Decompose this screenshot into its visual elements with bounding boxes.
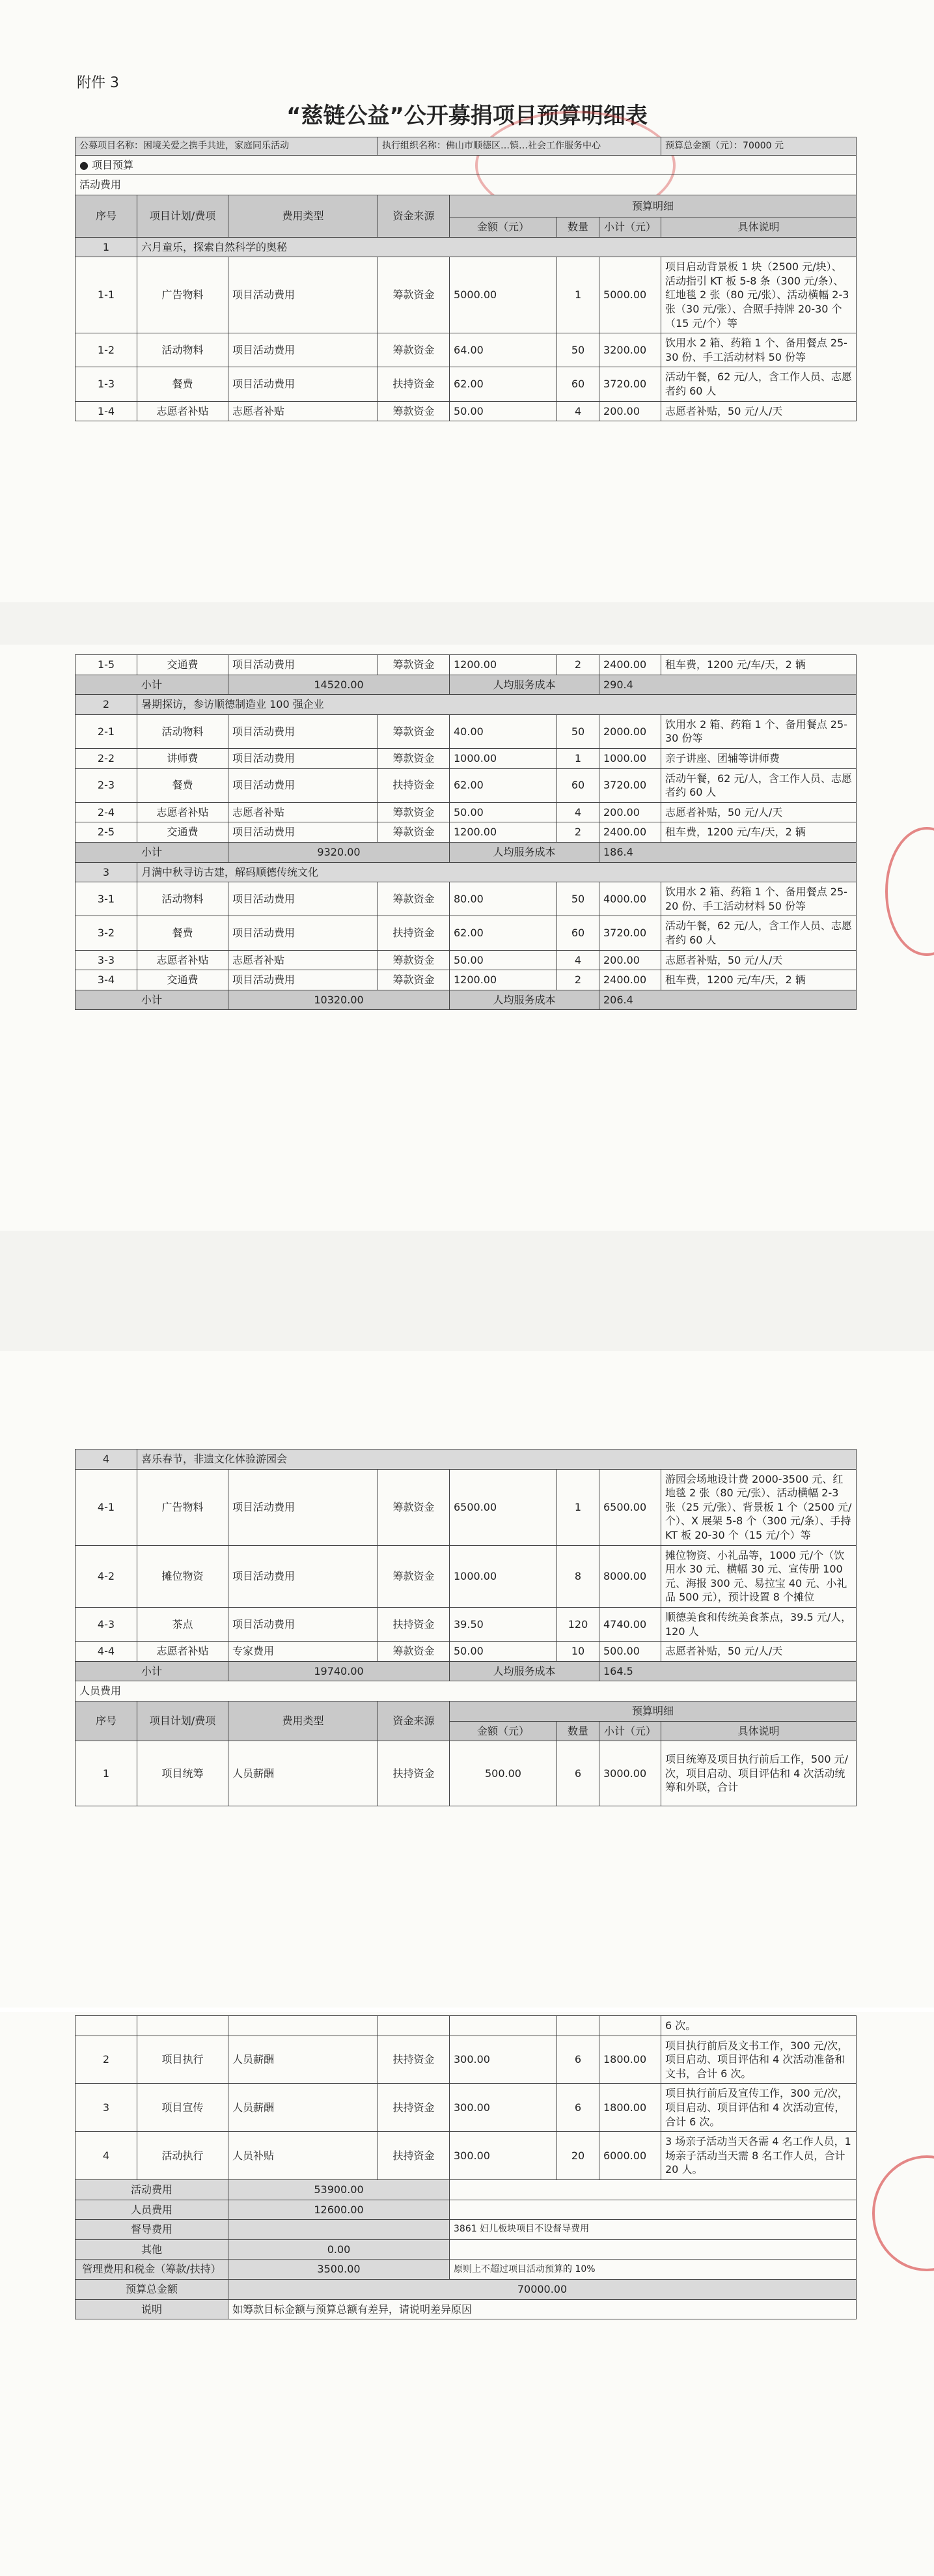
cell-plan: 交通费 <box>137 970 228 990</box>
cell-source: 扶持资金 <box>378 1607 450 1641</box>
cell-seq: 3-3 <box>76 950 137 970</box>
rows-page4 <box>76 2036 857 2179</box>
summary-note: 原则上不超过项目活动预算的 10% <box>450 2260 857 2280</box>
page-gap <box>0 602 934 645</box>
section-staff: 人员费用 <box>76 1681 857 1701</box>
col-type: 费用类型 <box>228 195 378 238</box>
cell-qty: 60 <box>557 367 599 401</box>
table-row <box>76 1741 857 1806</box>
cell-amount: 6500.00 <box>450 1469 557 1545</box>
cell-plan: 交通费 <box>137 655 228 675</box>
section-activity: 活动费用 <box>76 175 857 195</box>
cell-type: 项目活动费用 <box>228 748 378 768</box>
cell-source: 扶持资金 <box>378 2036 450 2084</box>
cell-seq: 1-1 <box>76 257 137 333</box>
cell-source: 筹款资金 <box>378 401 450 421</box>
table-row <box>76 1642 857 1662</box>
cell-source: 筹款资金 <box>378 802 450 822</box>
budget-table-2 <box>75 654 857 1010</box>
cell-plan: 交通费 <box>137 822 228 843</box>
cell-type: 专家费用 <box>228 1642 378 1662</box>
table-row <box>76 2132 857 2180</box>
cell-desc-continued: 6 次。 <box>661 2016 857 2036</box>
cell-subtotal: 3720.00 <box>599 916 661 950</box>
cell-desc: 租车费，1200 元/车/天，2 辆 <box>661 970 857 990</box>
page-title: “慈链公益”公开募捐项目预算明细表 <box>286 103 648 129</box>
table-row <box>76 822 857 843</box>
cell-subtotal: 6000.00 <box>599 2132 661 2180</box>
cell-desc: 顺德美食和传统美食茶点，39.5 元/人，120 人 <box>661 1607 857 1641</box>
table-row <box>76 714 857 748</box>
remark-value: 如筹款目标金额与预算总额有差异，请说明差异原因 <box>228 2299 857 2319</box>
stamp-seal <box>885 827 934 956</box>
col-source: 资金来源 <box>378 1701 450 1741</box>
cell-type: 项目活动费用 <box>228 367 378 401</box>
remark-label: 说明 <box>76 2299 228 2319</box>
cell-desc: 志愿者补贴，50 元/人/天 <box>661 1642 857 1662</box>
cell-subtotal: 5000.00 <box>599 257 661 333</box>
subtotal-value: 19740.00 <box>228 1661 450 1681</box>
cell-amount: 62.00 <box>450 916 557 950</box>
cell-seq: 1 <box>76 1741 137 1806</box>
cell-desc: 活动午餐，62 元/人，含工作人员、志愿者约 60 人 <box>661 916 857 950</box>
cell-subtotal: 2400.00 <box>599 970 661 990</box>
cell-amount: 300.00 <box>450 2132 557 2180</box>
cell-subtotal: 200.00 <box>599 950 661 970</box>
cell-amount: 5000.00 <box>450 257 557 333</box>
cell-desc: 志愿者补贴，50 元/人/天 <box>661 802 857 822</box>
rows-page1 <box>76 257 857 421</box>
cell-source: 筹款资金 <box>378 333 450 367</box>
cell-seq: 4 <box>76 2132 137 2180</box>
cell-type: 项目活动费用 <box>228 768 378 802</box>
rows-page2-c <box>76 882 857 990</box>
cell-plan: 志愿者补贴 <box>137 950 228 970</box>
table-row <box>76 401 857 421</box>
cell-amount: 50.00 <box>450 1642 557 1662</box>
cell-plan: 摊位物资 <box>137 1545 228 1607</box>
budget-table-3 <box>75 1449 857 1806</box>
group-seq: 1 <box>76 237 137 257</box>
col-subtotal: 小计（元） <box>599 217 661 238</box>
cell-amount: 1000.00 <box>450 748 557 768</box>
cell-seq: 1-5 <box>76 655 137 675</box>
cell-seq: 4-3 <box>76 1607 137 1641</box>
col-detail: 预算明细 <box>450 1701 857 1721</box>
table-row <box>76 1545 857 1607</box>
table-row <box>76 802 857 822</box>
per-cost-value: 186.4 <box>599 842 857 862</box>
table-row <box>76 970 857 990</box>
summary-value: 12600.00 <box>228 2200 450 2220</box>
cell-plan: 项目执行 <box>137 2036 228 2084</box>
cell-type: 项目活动费用 <box>228 1469 378 1545</box>
cell-subtotal: 4000.00 <box>599 882 661 916</box>
cell-plan: 志愿者补贴 <box>137 1642 228 1662</box>
cell-qty: 6 <box>557 1741 599 1806</box>
stamp-seal <box>872 2155 934 2271</box>
table-row <box>76 916 857 950</box>
summary-row <box>76 2260 857 2280</box>
group-seq: 2 <box>76 695 137 715</box>
cell-source: 扶持资金 <box>378 1741 450 1806</box>
summary-row <box>76 2239 857 2260</box>
group-name: 暑期探访，参访顺德制造业 100 强企业 <box>137 695 857 715</box>
cell-plan: 讲师费 <box>137 748 228 768</box>
cell-plan: 项目宣传 <box>137 2084 228 2132</box>
cell-subtotal: 1000.00 <box>599 748 661 768</box>
cell-desc: 活动午餐，62 元/人，含工作人员、志愿者约 60 人 <box>661 367 857 401</box>
summary-value: 3500.00 <box>228 2260 450 2280</box>
per-cost-label: 人均服务成本 <box>450 1661 599 1681</box>
per-cost-value: 290.4 <box>599 675 857 695</box>
subtotal-label: 小计 <box>76 990 228 1010</box>
cell-desc: 项目执行前后及宣传工作，300 元/次，项目启动、项目评估和 4 次活动宣传，合计 6 次。 <box>661 2084 857 2132</box>
cell-type: 项目活动费用 <box>228 882 378 916</box>
subtotal-label: 小计 <box>76 842 228 862</box>
per-cost-label: 人均服务成本 <box>450 842 599 862</box>
cell-qty: 2 <box>557 822 599 843</box>
cell-plan: 活动物料 <box>137 882 228 916</box>
cell-type: 志愿者补贴 <box>228 401 378 421</box>
cell-qty: 120 <box>557 1607 599 1641</box>
cell-desc: 项目统筹及项目执行前后工作，500 元/次，项目启动、项目评估和 4 次活动统筹和外联，合计 <box>661 1741 857 1806</box>
col-seq: 序号 <box>76 1701 137 1741</box>
cell-seq: 4-2 <box>76 1545 137 1607</box>
cell-qty: 1 <box>557 748 599 768</box>
cell-seq: 3-2 <box>76 916 137 950</box>
cell-qty: 4 <box>557 401 599 421</box>
cell-plan: 活动物料 <box>137 714 228 748</box>
cell-type: 项目活动费用 <box>228 333 378 367</box>
cell-source: 筹款资金 <box>378 882 450 916</box>
table-row <box>76 1469 857 1545</box>
table-row <box>76 748 857 768</box>
summary-row <box>76 2179 857 2200</box>
col-detail: 预算明细 <box>450 195 857 217</box>
cell-seq: 2-1 <box>76 714 137 748</box>
cell-desc: 项目启动背景板 1 块（2500 元/块）、活动指引 KT 板 5-8 条（300 元/条）、红地毯 2 张（80 元/张）、活动横幅 2-3 张（30 元/张）、合照手持牌 20-30 个（15 元/个）等 <box>661 257 857 333</box>
cell-seq: 3-4 <box>76 970 137 990</box>
cell-seq: 2-4 <box>76 802 137 822</box>
page-gap <box>0 1231 934 1351</box>
cell-desc: 租车费，1200 元/车/天，2 辆 <box>661 822 857 843</box>
cell-amount: 1200.00 <box>450 970 557 990</box>
summary-label: 督导费用 <box>76 2220 228 2240</box>
cell-amount: 62.00 <box>450 768 557 802</box>
cell-source: 筹款资金 <box>378 950 450 970</box>
cell-plan: 活动物料 <box>137 333 228 367</box>
cell-amount: 80.00 <box>450 882 557 916</box>
table-row <box>76 2084 857 2132</box>
cell-amount: 62.00 <box>450 367 557 401</box>
summary-label: 人员费用 <box>76 2200 228 2220</box>
cell-seq: 3-1 <box>76 882 137 916</box>
cell-subtotal: 1800.00 <box>599 2036 661 2084</box>
cell-qty: 4 <box>557 950 599 970</box>
rows-page2-a <box>76 655 857 675</box>
cell-type: 项目活动费用 <box>228 822 378 843</box>
group-name: 六月童乐，探索自然科学的奥秘 <box>137 237 857 257</box>
table-row <box>76 367 857 401</box>
cell-amount: 40.00 <box>450 714 557 748</box>
summary-value: 0.00 <box>228 2239 450 2260</box>
table-row <box>76 333 857 367</box>
cell-plan: 志愿者补贴 <box>137 401 228 421</box>
subtotal-label: 小计 <box>76 675 228 695</box>
rows-page3 <box>76 1469 857 1661</box>
col-plan: 项目计划/费项 <box>137 195 228 238</box>
total-amount: 预算总金额（元）：70000 元 <box>661 137 857 156</box>
per-cost-label: 人均服务成本 <box>450 990 599 1010</box>
cell-amount: 300.00 <box>450 2084 557 2132</box>
cell-seq: 4-4 <box>76 1642 137 1662</box>
col-plan: 项目计划/费项 <box>137 1701 228 1741</box>
attachment-label: 附件 3 <box>77 75 119 91</box>
group-name: 喜乐春节，非遗文化体验游园会 <box>137 1449 857 1470</box>
cell-seq: 1-3 <box>76 367 137 401</box>
summary-row <box>76 2200 857 2220</box>
cell-source: 扶持资金 <box>378 2084 450 2132</box>
per-cost-label: 人均服务成本 <box>450 675 599 695</box>
table-row <box>76 950 857 970</box>
cell-subtotal: 3720.00 <box>599 367 661 401</box>
cell-plan: 项目统筹 <box>137 1741 228 1806</box>
table-row <box>76 257 857 333</box>
cell-qty: 2 <box>557 655 599 675</box>
cell-subtotal: 3000.00 <box>599 1741 661 1806</box>
cell-qty: 50 <box>557 882 599 916</box>
cell-desc: 活动午餐，62 元/人，含工作人员、志愿者约 60 人 <box>661 768 857 802</box>
cell-subtotal: 8000.00 <box>599 1545 661 1607</box>
cell-plan: 活动执行 <box>137 2132 228 2180</box>
cell-qty: 2 <box>557 970 599 990</box>
cell-amount: 1200.00 <box>450 655 557 675</box>
col-amount: 金额（元） <box>450 1721 557 1741</box>
summary-note <box>450 2239 857 2260</box>
cell-source: 筹款资金 <box>378 748 450 768</box>
page-3 <box>0 1351 934 2008</box>
cell-type: 人员薪酬 <box>228 2084 378 2132</box>
project-name: 公募项目名称：困境关爱之携手共进，家庭同乐活动 <box>76 137 378 156</box>
cell-subtotal: 1800.00 <box>599 2084 661 2132</box>
cell-subtotal: 4740.00 <box>599 1607 661 1641</box>
cell-qty: 1 <box>557 257 599 333</box>
summary-label: 活动费用 <box>76 2179 228 2200</box>
cell-source: 筹款资金 <box>378 1642 450 1662</box>
per-cost-value: 206.4 <box>599 990 857 1010</box>
summary-note <box>450 2200 857 2220</box>
cell-subtotal: 200.00 <box>599 401 661 421</box>
cell-plan: 餐费 <box>137 768 228 802</box>
cell-type: 人员薪酬 <box>228 2036 378 2084</box>
cell-amount: 1000.00 <box>450 1545 557 1607</box>
cell-seq: 1-2 <box>76 333 137 367</box>
summary-rows <box>76 2179 857 2279</box>
cell-type: 项目活动费用 <box>228 1607 378 1641</box>
cell-qty: 6 <box>557 2084 599 2132</box>
cell-seq: 4-1 <box>76 1469 137 1545</box>
group-name: 月满中秋寻访古建，解码顺德传统文化 <box>137 862 857 882</box>
cell-desc: 饮用水 2 箱、药箱 1 个、备用餐点 25-20 份、手工活动材料 50 份等 <box>661 882 857 916</box>
cell-desc: 3 场亲子活动当天各需 4 名工作人员，1 场亲子活动当天需 8 名工作人员，合计 20 人。 <box>661 2132 857 2180</box>
cell-source: 筹款资金 <box>378 822 450 843</box>
cell-desc: 亲子讲座、团辅等讲师费 <box>661 748 857 768</box>
cell-plan: 广告物料 <box>137 1469 228 1545</box>
cell-amount: 64.00 <box>450 333 557 367</box>
cell-source: 筹款资金 <box>378 1545 450 1607</box>
cell-type: 项目活动费用 <box>228 257 378 333</box>
summary-value: 53900.00 <box>228 2179 450 2200</box>
cell-qty: 60 <box>557 768 599 802</box>
cell-subtotal: 3720.00 <box>599 768 661 802</box>
cell-qty: 50 <box>557 333 599 367</box>
page-2 <box>0 645 934 1231</box>
cell-amount: 50.00 <box>450 950 557 970</box>
cell-desc: 摊位物资、小礼品等，1000 元/个（饮用水 30 元、横幅 30 元、宣传册 100 元、海报 300 元、易拉宝 40 元、小礼品 500 元），预计设置 8 个摊位 <box>661 1545 857 1607</box>
cell-qty: 10 <box>557 1642 599 1662</box>
rows-page2-b <box>76 714 857 842</box>
table-row <box>76 2036 857 2084</box>
cell-source: 筹款资金 <box>378 714 450 748</box>
per-cost-value: 164.5 <box>599 1661 857 1681</box>
cell-seq: 3 <box>76 2084 137 2132</box>
cell-seq: 1-4 <box>76 401 137 421</box>
cell-source: 筹款资金 <box>378 970 450 990</box>
group-seq: 4 <box>76 1449 137 1470</box>
cell-type: 项目活动费用 <box>228 970 378 990</box>
group-seq: 3 <box>76 862 137 882</box>
cell-amount: 1200.00 <box>450 822 557 843</box>
summary-row <box>76 2220 857 2240</box>
summary-value <box>228 2220 450 2240</box>
cell-seq: 2 <box>76 2036 137 2084</box>
subtotal-value: 10320.00 <box>228 990 450 1010</box>
cell-amount: 50.00 <box>450 802 557 822</box>
cell-qty: 1 <box>557 1469 599 1545</box>
cell-qty: 50 <box>557 714 599 748</box>
cell-subtotal: 200.00 <box>599 802 661 822</box>
org-name: 执行组织名称：佛山市顺德区…镇…社会工作服务中心 <box>378 137 661 156</box>
cell-desc: 志愿者补贴，50 元/人/天 <box>661 401 857 421</box>
cell-seq: 2-5 <box>76 822 137 843</box>
col-desc: 具体说明 <box>661 1721 857 1741</box>
cell-desc: 项目执行前后及文书工作，300 元/次，项目启动、项目评估和 4 次活动准备和文书，合计 6 次。 <box>661 2036 857 2084</box>
cell-source: 扶持资金 <box>378 367 450 401</box>
cell-plan: 志愿者补贴 <box>137 802 228 822</box>
cell-seq: 2-3 <box>76 768 137 802</box>
cell-desc: 饮用水 2 箱、药箱 1 个、备用餐点 25-30 份、手工活动材料 50 份等 <box>661 333 857 367</box>
cell-source: 扶持资金 <box>378 2132 450 2180</box>
cell-qty: 4 <box>557 802 599 822</box>
cell-desc: 游园会场地设计费 2000-3500 元、红地毯 2 张（80 元/张）、活动横幅 2-3 张（25 元/张）、背景板 1 个（2500 元/个）、X 展架 5-8 个（300 元/条）、手持 KT 板 20-30 个（15 元/个）等 <box>661 1469 857 1545</box>
cell-qty: 6 <box>557 2036 599 2084</box>
cell-source: 扶持资金 <box>378 916 450 950</box>
cell-type: 项目活动费用 <box>228 1545 378 1607</box>
cell-desc: 租车费，1200 元/车/天，2 辆 <box>661 655 857 675</box>
cell-type: 志愿者补贴 <box>228 802 378 822</box>
page-4 <box>0 2012 934 2576</box>
cell-subtotal: 500.00 <box>599 1642 661 1662</box>
col-source: 资金来源 <box>378 195 450 238</box>
col-type: 费用类型 <box>228 1701 378 1741</box>
table-row <box>76 655 857 675</box>
cell-source: 扶持资金 <box>378 768 450 802</box>
cell-amount: 300.00 <box>450 2036 557 2084</box>
cell-source: 筹款资金 <box>378 1469 450 1545</box>
cell-amount: 39.50 <box>450 1607 557 1641</box>
subtotal-value: 14520.00 <box>228 675 450 695</box>
cell-qty: 8 <box>557 1545 599 1607</box>
col-qty: 数量 <box>557 1721 599 1741</box>
cell-source: 筹款资金 <box>378 655 450 675</box>
cell-plan: 茶点 <box>137 1607 228 1641</box>
table-row <box>76 882 857 916</box>
budget-table-1 <box>75 137 857 421</box>
cell-subtotal: 2400.00 <box>599 655 661 675</box>
subtotal-value: 9320.00 <box>228 842 450 862</box>
summary-note <box>450 2179 857 2200</box>
cell-type: 项目活动费用 <box>228 916 378 950</box>
cell-plan: 餐费 <box>137 916 228 950</box>
cell-plan: 餐费 <box>137 367 228 401</box>
cell-qty: 60 <box>557 916 599 950</box>
summary-label: 管理费用和税金（筹款/扶持） <box>76 2260 228 2280</box>
cell-subtotal: 6500.00 <box>599 1469 661 1545</box>
page-1 <box>0 0 934 602</box>
subtotal-label: 小计 <box>76 1661 228 1681</box>
cell-seq: 2-2 <box>76 748 137 768</box>
cell-subtotal: 3200.00 <box>599 333 661 367</box>
col-qty: 数量 <box>557 217 599 238</box>
col-seq: 序号 <box>76 195 137 238</box>
cell-subtotal: 2000.00 <box>599 714 661 748</box>
table-row <box>76 768 857 802</box>
total-label: 预算总金额 <box>76 2279 228 2299</box>
budget-table-4 <box>75 2015 857 2319</box>
cell-amount: 500.00 <box>450 1741 557 1806</box>
cell-type: 人员薪酬 <box>228 1741 378 1806</box>
cell-subtotal: 2400.00 <box>599 822 661 843</box>
cell-amount: 50.00 <box>450 401 557 421</box>
cell-type: 项目活动费用 <box>228 714 378 748</box>
cell-qty: 20 <box>557 2132 599 2180</box>
section-budget: ● 项目预算 <box>76 155 857 175</box>
cell-source: 筹款资金 <box>378 257 450 333</box>
table-row <box>76 1607 857 1641</box>
cell-type: 人员补贴 <box>228 2132 378 2180</box>
col-desc: 具体说明 <box>661 217 857 238</box>
summary-label: 其他 <box>76 2239 228 2260</box>
cell-desc: 志愿者补贴，50 元/人/天 <box>661 950 857 970</box>
cell-type: 志愿者补贴 <box>228 950 378 970</box>
col-subtotal: 小计（元） <box>599 1721 661 1741</box>
summary-note: 3861 妇儿板块项目不设督导费用 <box>450 2220 857 2240</box>
cell-type: 项目活动费用 <box>228 655 378 675</box>
col-amount: 金额（元） <box>450 217 557 238</box>
total-value: 70000.00 <box>228 2279 857 2299</box>
cell-plan: 广告物料 <box>137 257 228 333</box>
cell-desc: 饮用水 2 箱、药箱 1 个、备用餐点 25-30 份等 <box>661 714 857 748</box>
